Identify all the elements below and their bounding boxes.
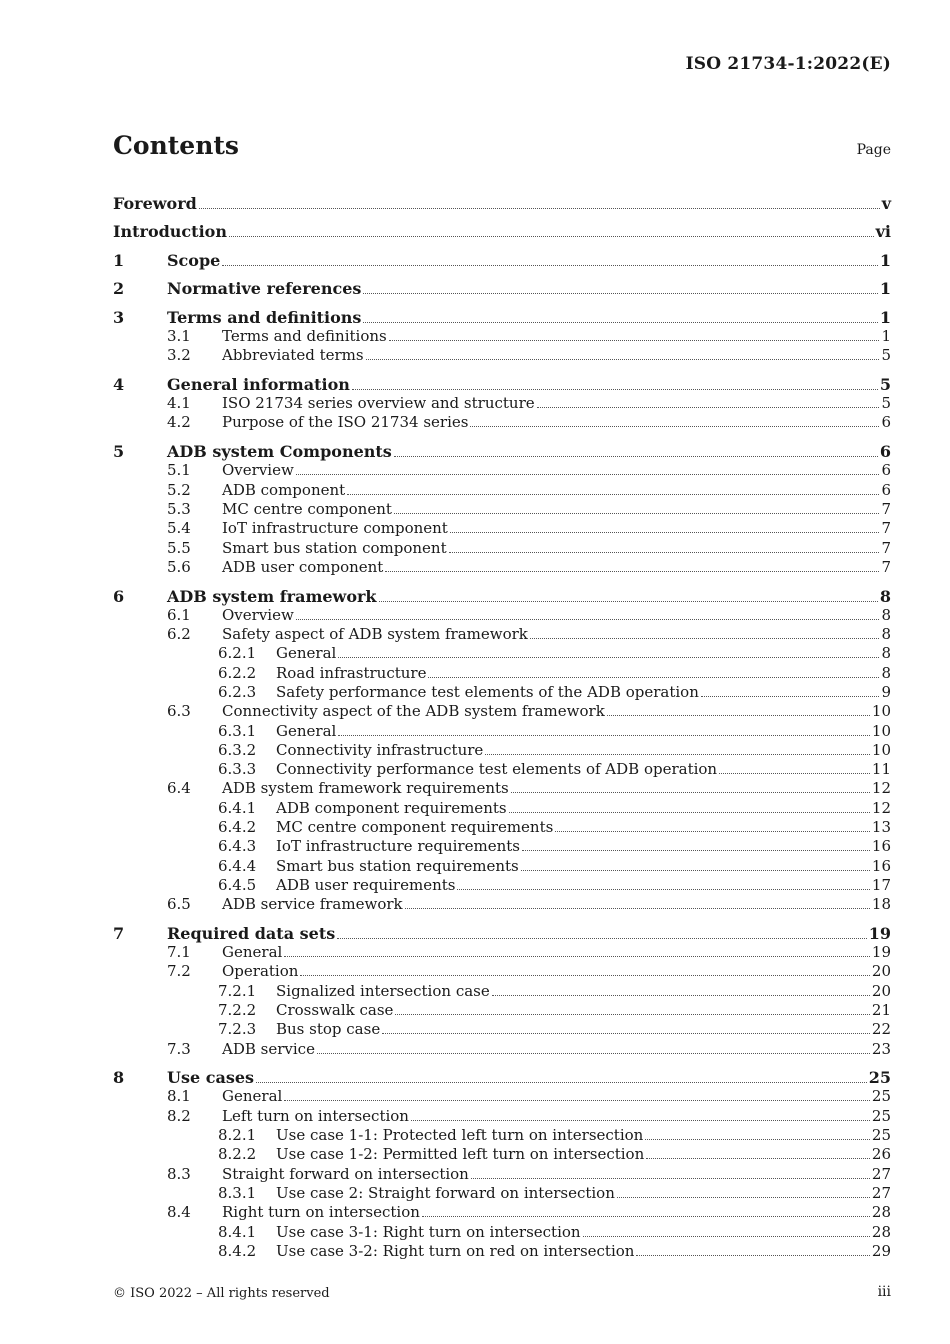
toc-entry-page: 19: [868, 924, 891, 944]
toc-entry-title: ADB service framework: [222, 895, 403, 914]
dot-leader: [555, 831, 870, 832]
toc-entry[interactable]: [113, 1040, 891, 1059]
toc-entry-page: 17: [871, 875, 891, 894]
toc-entry-title: Safety performance test elements of the ADB operation: [276, 682, 699, 701]
toc-entry-number: 6.4.2: [218, 817, 257, 836]
dot-leader: [382, 1033, 870, 1034]
toc-entry-page: 8: [881, 644, 891, 663]
toc-entry-number: 6.4: [167, 779, 191, 798]
toc-entry-page: 20: [871, 981, 891, 1000]
toc-entry[interactable]: [113, 366, 891, 395]
toc-entry-page: 5: [881, 394, 891, 413]
toc-entry[interactable]: [113, 433, 891, 462]
dot-leader: [385, 571, 879, 572]
dot-leader: [394, 456, 878, 457]
toc-entry-title: Safety aspect of ADB system framework: [222, 625, 528, 644]
toc-entry-page: 7: [881, 519, 891, 538]
toc-entry-title: Use case 2: Straight forward on intersection: [276, 1183, 615, 1202]
toc-entry-title: Required data sets: [167, 924, 336, 944]
toc-entry[interactable]: [113, 1184, 891, 1203]
toc-entry[interactable]: [113, 461, 891, 480]
dot-leader: [379, 601, 878, 602]
toc-entry-title: MC centre component requirements: [276, 817, 554, 836]
dot-leader: [422, 1216, 870, 1217]
dot-leader: [646, 1158, 870, 1159]
dot-leader: [395, 1014, 869, 1015]
toc-entry[interactable]: [113, 213, 891, 242]
toc-entry-page: 1: [879, 307, 891, 327]
toc-entry-page: 13: [871, 817, 891, 836]
toc-entry[interactable]: [113, 914, 891, 943]
toc-entry[interactable]: [113, 857, 891, 876]
dot-leader: [457, 889, 869, 890]
toc-entry[interactable]: [113, 741, 891, 760]
dot-leader: [522, 850, 870, 851]
toc-entry-page: 10: [871, 740, 891, 759]
dot-leader: [394, 513, 880, 514]
toc-entry-title: ADB system framework requirements: [222, 779, 509, 798]
toc-entry-number: 6.4.3: [218, 837, 257, 856]
toc-entry-title: General: [276, 721, 337, 740]
toc-entry-number: 3.1: [167, 326, 191, 345]
toc-entry-title: ADB system framework: [167, 586, 377, 606]
dot-leader: [521, 870, 870, 871]
toc-entry-title: ADB service: [222, 1039, 315, 1058]
toc-entry[interactable]: [113, 413, 891, 432]
dot-leader: [405, 908, 870, 909]
dot-leader: [428, 677, 879, 678]
toc-entry-page: 25: [868, 1068, 891, 1088]
toc-entry[interactable]: [113, 394, 891, 413]
toc-entry-number: 7.2.3: [218, 1020, 257, 1039]
toc-entry[interactable]: [113, 1020, 891, 1039]
toc-entry[interactable]: [113, 298, 891, 327]
dot-leader: [352, 389, 878, 390]
toc-entry[interactable]: [113, 606, 891, 625]
toc-entry[interactable]: [113, 1087, 891, 1106]
toc-entry-number: 6: [113, 586, 125, 606]
toc-entry-page: 22: [871, 1020, 891, 1039]
toc-entry[interactable]: [113, 481, 891, 500]
toc-entry-title: Use cases: [167, 1068, 255, 1088]
toc-entry-title: Overview: [222, 461, 294, 480]
toc-entry-title: IoT infrastructure requirements: [276, 837, 520, 856]
footer-page-number: iii: [877, 1284, 891, 1300]
toc-entry[interactable]: [113, 270, 891, 299]
toc-entry-title: Use case 1-2: Permitted left turn on intersection: [276, 1145, 645, 1164]
toc-entry-page: 8: [881, 605, 891, 624]
page-column-label: Page: [856, 142, 891, 158]
toc-entry[interactable]: [113, 1059, 891, 1088]
toc-entry[interactable]: [113, 962, 891, 981]
dot-leader: [449, 552, 880, 553]
toc-entry-title: Purpose of the ISO 21734 series: [222, 413, 469, 432]
toc-entry[interactable]: [113, 722, 891, 741]
toc-entry-number: 7.3: [167, 1039, 191, 1058]
toc-entry-page: vi: [875, 222, 891, 242]
toc-entry-title: Connectivity performance test elements of ADB operation: [276, 760, 718, 779]
toc-entry-page: 8: [881, 663, 891, 682]
toc-entry-page: 6: [881, 480, 891, 499]
toc-entry-number: 7.2.1: [218, 981, 257, 1000]
dot-leader: [485, 754, 870, 755]
toc-entry[interactable]: [113, 779, 891, 798]
toc-entry-number: 8.2.2: [218, 1145, 257, 1164]
toc-entry[interactable]: [113, 1242, 891, 1261]
dot-leader: [256, 1082, 867, 1083]
toc-entry[interactable]: [113, 1165, 891, 1184]
toc-entry[interactable]: [113, 1223, 891, 1242]
toc-entry-page: 10: [871, 702, 891, 721]
toc-entry-page: 27: [871, 1164, 891, 1183]
dot-leader: [511, 792, 870, 793]
toc-entry-number: 6.2.1: [218, 644, 257, 663]
toc-entry-page: 20: [871, 962, 891, 981]
dot-leader: [338, 657, 879, 658]
toc-entry-title: General: [276, 644, 337, 663]
toc-entry-page: 12: [871, 798, 891, 817]
toc-entry-page: 19: [871, 943, 891, 962]
toc-entry-number: 5.3: [167, 499, 191, 518]
toc-entry-number: 6.4.5: [218, 875, 257, 894]
dot-leader: [363, 293, 877, 294]
toc-entry-page: 28: [871, 1203, 891, 1222]
toc-entry[interactable]: [113, 683, 891, 702]
toc-entry-page: 26: [871, 1145, 891, 1164]
toc-entry-number: 8.1: [167, 1087, 191, 1106]
dot-leader: [411, 1120, 870, 1121]
toc-entry-title: Terms and definitions: [222, 326, 387, 345]
toc-entry[interactable]: [113, 644, 891, 663]
toc-entry-number: 6.3: [167, 702, 191, 721]
dot-leader: [284, 1100, 870, 1101]
dot-leader: [509, 812, 870, 813]
toc-entry-number: 6.2.2: [218, 663, 257, 682]
toc-entry-page: 25: [871, 1126, 891, 1145]
toc-entry-title: MC centre component: [222, 499, 392, 518]
toc-entry-title: General: [222, 943, 283, 962]
dot-leader: [366, 359, 880, 360]
toc-entry[interactable]: [113, 943, 891, 962]
toc-entry-title: ADB component: [222, 480, 346, 499]
dot-leader: [583, 1236, 870, 1237]
dot-leader: [470, 426, 879, 427]
toc-entry-title: ISO 21734 series overview and structure: [222, 394, 535, 413]
toc-entry-page: 6: [881, 461, 891, 480]
toc-entry-number: 1: [113, 250, 125, 270]
toc-entry-title: Bus stop case: [276, 1020, 381, 1039]
dot-leader: [284, 956, 870, 957]
toc-entry-page: 6: [879, 442, 891, 462]
toc-entry-number: 8.3.1: [218, 1183, 257, 1202]
toc-entry-number: 5: [113, 442, 125, 462]
toc-entry-title: Smart bus station component: [222, 538, 447, 557]
toc-entry-title: Signalized intersection case: [276, 981, 490, 1000]
toc-entry-number: 6.3.1: [218, 721, 257, 740]
dot-leader: [471, 1178, 870, 1179]
toc-entry-page: 27: [871, 1183, 891, 1202]
toc-entry-title: Left turn on intersection: [222, 1106, 409, 1125]
toc-entry-page: 29: [871, 1241, 891, 1260]
toc-entry[interactable]: [113, 837, 891, 856]
toc-entry-page: 1: [879, 250, 891, 270]
toc-entry-number: 4: [113, 375, 125, 395]
toc-entry[interactable]: [113, 346, 891, 365]
toc-entry[interactable]: [113, 982, 891, 1001]
toc-entry-page: 25: [871, 1106, 891, 1125]
toc-entry-number: 8.4.1: [218, 1222, 257, 1241]
dot-leader: [199, 208, 880, 209]
toc-entry[interactable]: [113, 760, 891, 779]
toc-entry-page: 9: [881, 682, 891, 701]
toc-entry-page: 8: [879, 586, 891, 606]
toc-entry-number: 7.1: [167, 943, 191, 962]
toc-entry-title: Foreword: [113, 193, 197, 213]
dot-leader: [607, 715, 870, 716]
toc-entry-number: 8.4: [167, 1203, 191, 1222]
dot-leader: [450, 532, 880, 533]
toc-entry-page: 5: [881, 346, 891, 365]
toc-entry-page: 16: [871, 856, 891, 875]
toc-entry-title: Scope: [167, 250, 221, 270]
toc-entry[interactable]: [113, 1145, 891, 1164]
toc-entry-number: 4.2: [167, 413, 191, 432]
toc-entry-title: Use case 1-1: Protected left turn on intersection: [276, 1126, 644, 1145]
toc-entry-number: 3.2: [167, 346, 191, 365]
toc-entry-title: Road infrastructure: [276, 663, 427, 682]
toc-entry-title: ADB user requirements: [276, 875, 456, 894]
toc-entry[interactable]: [113, 895, 891, 914]
toc-entry-page: 8: [881, 625, 891, 644]
toc-entry-title: IoT infrastructure component: [222, 519, 448, 538]
toc-entry-number: 5.5: [167, 538, 191, 557]
toc-entry-number: 6.4.4: [218, 856, 257, 875]
toc-entry-page: 28: [871, 1222, 891, 1241]
toc-entry-title: Normative references: [167, 279, 362, 299]
dot-leader: [363, 322, 877, 323]
toc-entry-page: 7: [881, 538, 891, 557]
toc-entry[interactable]: [113, 327, 891, 346]
toc-entry-page: 7: [881, 499, 891, 518]
toc-entry-number: 2: [113, 279, 125, 299]
dot-leader: [296, 619, 880, 620]
toc-entry-title: Connectivity aspect of the ADB system framework: [222, 702, 605, 721]
toc-entry-number: 7.2.2: [218, 1000, 257, 1019]
dot-leader: [645, 1139, 870, 1140]
dot-leader: [317, 1053, 870, 1054]
toc-entry[interactable]: [113, 799, 891, 818]
toc-entry[interactable]: [113, 876, 891, 895]
toc-entry[interactable]: [113, 664, 891, 683]
toc-entry-page: 1: [881, 326, 891, 345]
toc-entry-title: General: [222, 1087, 283, 1106]
toc-entry-title: Smart bus station requirements: [276, 856, 519, 875]
dot-leader: [338, 735, 870, 736]
toc-entry[interactable]: [113, 702, 891, 721]
toc-entry-title: Connectivity infrastructure: [276, 740, 484, 759]
toc-entry[interactable]: [113, 1126, 891, 1145]
toc-entry-page: v: [881, 193, 891, 213]
toc-entry-page: 25: [871, 1087, 891, 1106]
toc-entry-page: 6: [881, 413, 891, 432]
toc-entry-number: 5.6: [167, 557, 191, 576]
toc-entry-page: 1: [879, 279, 891, 299]
toc-entry-title: Operation: [222, 962, 299, 981]
toc-entry-title: Use case 3-2: Right turn on red on intersection: [276, 1241, 635, 1260]
toc-entry-title: Abbreviated terms: [222, 346, 364, 365]
toc-entry-number: 5.4: [167, 519, 191, 538]
toc-entry[interactable]: [113, 241, 891, 270]
toc-entry-number: 6.5: [167, 895, 191, 914]
toc-entry[interactable]: [113, 1203, 891, 1222]
toc-entry-number: 3: [113, 307, 125, 327]
toc-entry-title: Terms and definitions: [167, 307, 362, 327]
toc-entry-number: 8.3: [167, 1164, 191, 1183]
dot-leader: [296, 474, 880, 475]
toc-entry-number: 8.4.2: [218, 1241, 257, 1260]
dot-leader: [389, 340, 880, 341]
dot-leader: [229, 236, 874, 237]
dot-leader: [300, 975, 870, 976]
dot-leader: [530, 638, 880, 639]
toc-entry-number: 6.3.2: [218, 740, 257, 759]
toc-entry-number: 7: [113, 924, 125, 944]
toc-entry-title: Introduction: [113, 222, 227, 242]
toc-entry-page: 21: [871, 1000, 891, 1019]
toc-entry-title: Straight forward on intersection: [222, 1164, 469, 1183]
toc-entry-page: 23: [871, 1039, 891, 1058]
toc-entry-title: ADB system Components: [167, 442, 392, 462]
toc-entry[interactable]: [113, 818, 891, 837]
toc-entry-page: 11: [871, 760, 891, 779]
document-id: ISO 21734-1:2022(E): [685, 54, 891, 74]
toc-entry-title: General information: [167, 375, 350, 395]
toc-entry[interactable]: [113, 625, 891, 644]
toc-entry[interactable]: [113, 539, 891, 558]
toc-entry-number: 6.2.3: [218, 682, 257, 701]
toc-entry-title: Overview: [222, 605, 294, 624]
dot-leader: [537, 407, 880, 408]
toc-entry-page: 5: [879, 375, 891, 395]
toc-entry[interactable]: [113, 1001, 891, 1020]
toc-entry-number: 7.2: [167, 962, 191, 981]
toc-entry-number: 8: [113, 1068, 125, 1088]
toc-entry-title: Use case 3-1: Right turn on intersection: [276, 1222, 581, 1241]
table-of-contents: [113, 184, 891, 1261]
toc-entry-number: 6.3.3: [218, 760, 257, 779]
toc-entry[interactable]: [113, 500, 891, 519]
toc-entry-page: 18: [871, 895, 891, 914]
toc-entry-number: 6.4.1: [218, 798, 257, 817]
dot-leader: [222, 265, 878, 266]
dot-leader: [719, 773, 870, 774]
toc-entry-number: 6.2: [167, 625, 191, 644]
toc-entry[interactable]: [113, 519, 891, 538]
dot-leader: [701, 696, 880, 697]
dot-leader: [337, 938, 867, 939]
copyright-notice: © ISO 2022 – All rights reserved: [113, 1286, 330, 1301]
dot-leader: [492, 995, 870, 996]
toc-entry-title: ADB user component: [222, 557, 384, 576]
toc-entry-number: 8.2: [167, 1106, 191, 1125]
toc-entry-title: Right turn on intersection: [222, 1203, 420, 1222]
toc-entry[interactable]: [113, 558, 891, 577]
toc-entry-number: 8.2.1: [218, 1126, 257, 1145]
dot-leader: [347, 494, 879, 495]
toc-entry-page: 16: [871, 837, 891, 856]
dot-leader: [636, 1255, 869, 1256]
toc-entry[interactable]: [113, 577, 891, 606]
toc-entry-number: 5.2: [167, 480, 191, 499]
toc-entry-page: 7: [881, 557, 891, 576]
toc-entry-number: 4.1: [167, 394, 191, 413]
page-title: Contents: [113, 131, 240, 160]
toc-entry-title: ADB component requirements: [276, 798, 507, 817]
toc-entry-title: Crosswalk case: [276, 1000, 394, 1019]
toc-entry[interactable]: [113, 1107, 891, 1126]
toc-entry-page: 10: [871, 721, 891, 740]
toc-entry-number: 6.1: [167, 605, 191, 624]
toc-entry[interactable]: [113, 184, 891, 213]
toc-entry-number: 5.1: [167, 461, 191, 480]
toc-entry-page: 12: [871, 779, 891, 798]
dot-leader: [617, 1197, 870, 1198]
